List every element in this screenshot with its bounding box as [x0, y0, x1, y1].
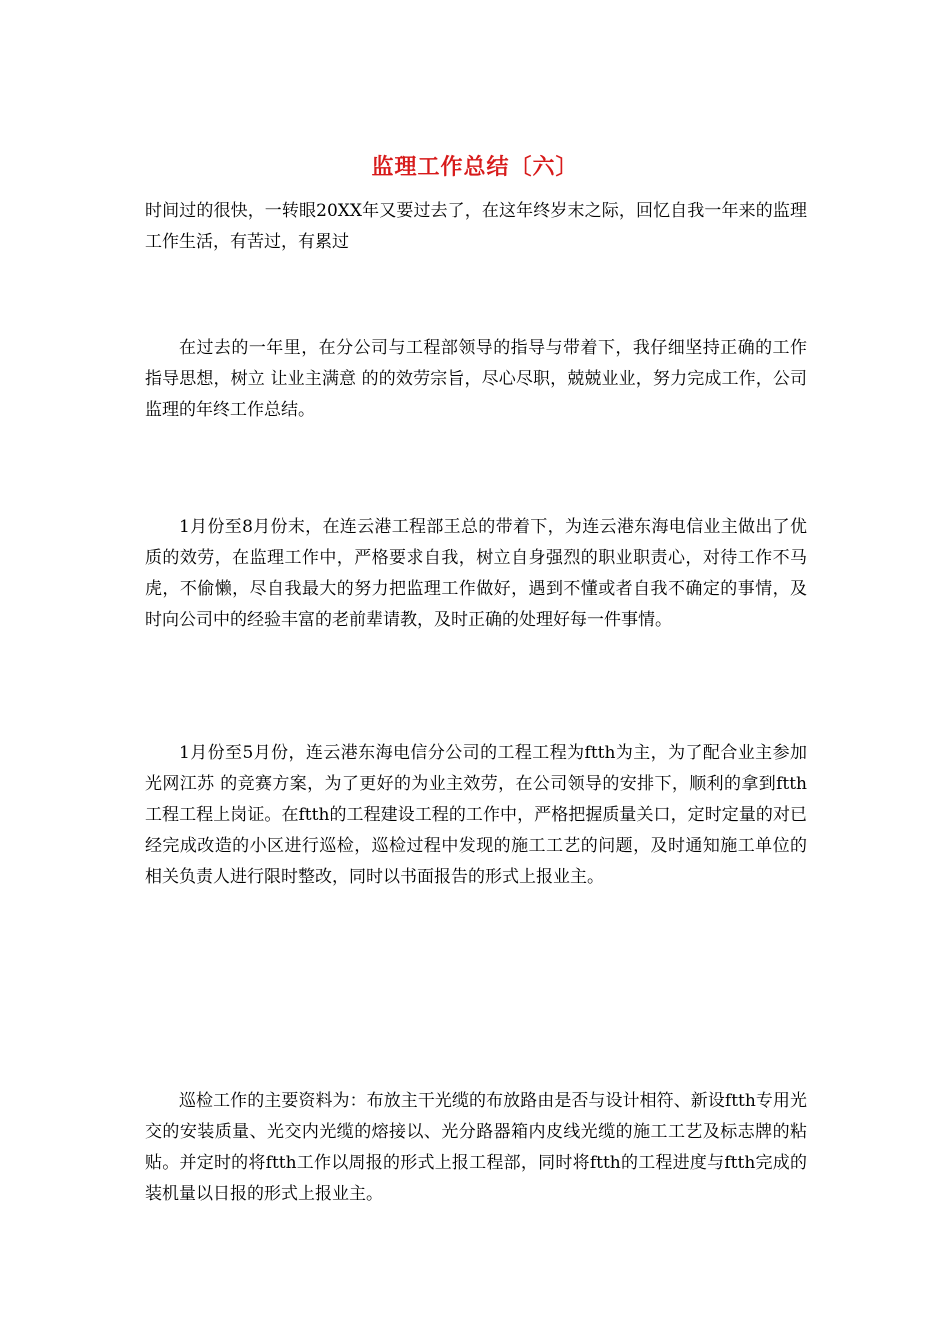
- document-title: 监理工作总结〔六〕: [371, 154, 579, 180]
- paragraph-intro: 时间过的很快，一转眼20XX年又要过去了，在这年终岁末之际，回忆自我一年来的监理工作生活，有苦过，有累过: [145, 201, 807, 252]
- paragraph-past-year: 在过去的一年里，在分公司与工程部领导的指导与带着下，我仔细坚持正确的工作指导思想，树立 让业主满意 的的效劳宗旨，尽心尽职，兢兢业业，努力完成工作，公司监理的年终工作总结。: [145, 338, 807, 420]
- paragraph-jan-may-ftth: 1月份至5月份，连云港东海电信分公司的工程工程为ftth为主，为了配合业主参加 光网江苏 的竞赛方案，为了更好的为业主效劳，在公司领导的安排下，顺利的拿到ftth工程工程上岗证。在ftth的工程建设工程的工作中，严格把握质量关口，定时定量的对已经完成改造的小区进行巡检，巡检过程中发现的施工工艺的问题，及时通知施工单位的相关负责人进行限时整改，同时以书面报告的形式上报业主。: [145, 743, 807, 887]
- paragraph-jan-aug: 1月份至8月份末，在连云港工程部王总的带着下，为连云港东海电信业主做出了优质的效劳，在监理工作中，严格要求自我，树立自身强烈的职业职责心，对待工作不马虎，不偷懒，尽自我最大的努力把监理工作做好，遇到不懂或者自我不确定的事情，及时向公司中的经验丰富的老前辈请教，及时正确的处理好每一件事情。: [145, 517, 807, 630]
- paragraph-inspection: 巡检工作的主要资料为：布放主干光缆的布放路由是否与设计相符、新设ftth专用光交的安装质量、光交内光缆的熔接以、光分路器箱内皮线光缆的施工工艺及标志牌的粘贴。并定时的将ftth工作以周报的形式上报工程部，同时将ftth的工程进度与ftth完成的装机量以日报的形式上报业主。: [145, 1091, 807, 1204]
